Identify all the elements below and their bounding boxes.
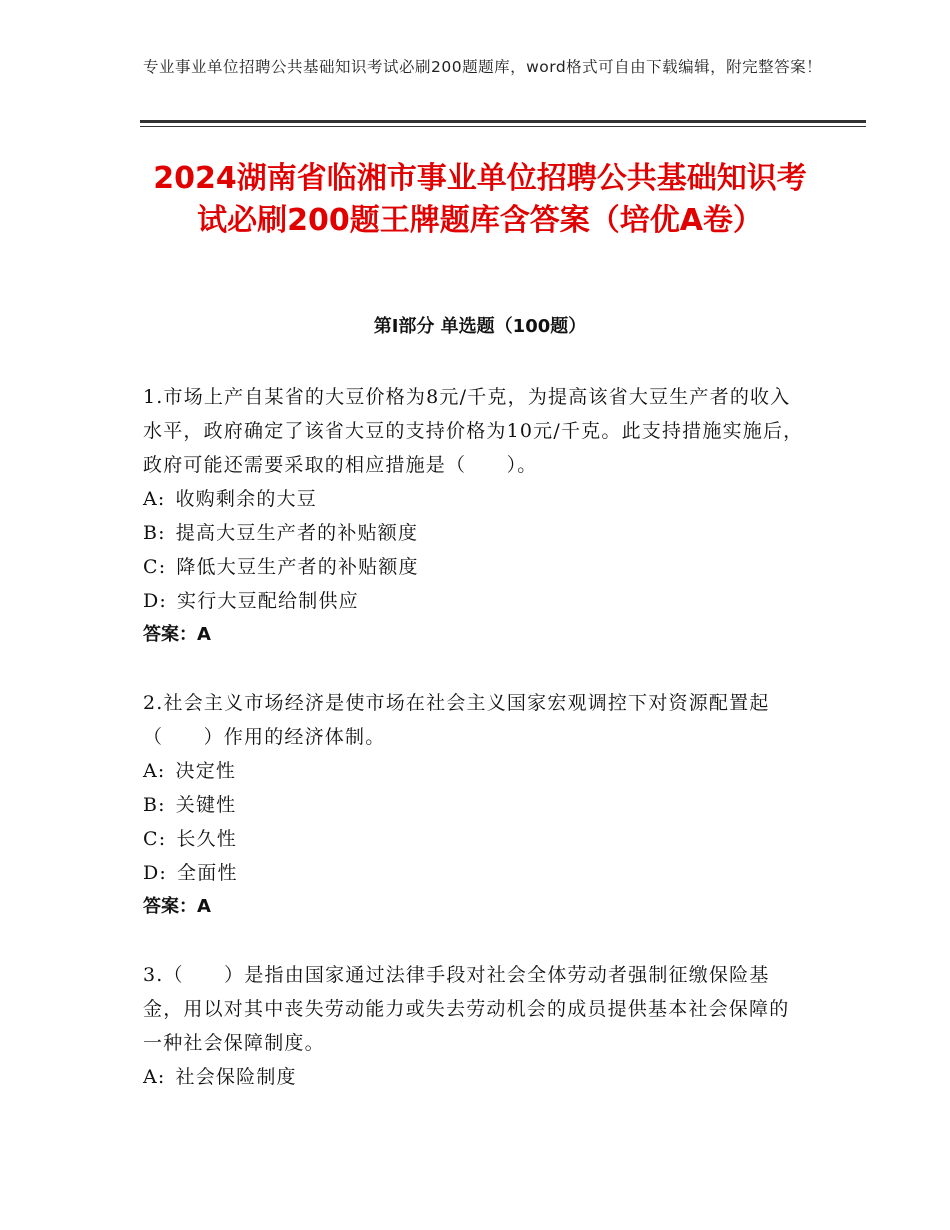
question-3 — [143, 958, 808, 1094]
option-text: 实行大豆配给制供应 — [177, 590, 359, 612]
option-text: 提高大豆生产者的补贴额度 — [175, 522, 419, 544]
option-c — [143, 822, 808, 856]
question-1 — [143, 380, 808, 652]
option-text: 社会保险制度 — [175, 1066, 297, 1088]
option-b — [143, 516, 808, 550]
question-stem: 2.社会主义市场经济是使市场在社会主义国家宏观调控下对资源配置起（ ）作用的经济体制。 — [143, 692, 770, 748]
header-rule-thin — [140, 126, 866, 127]
option-a — [143, 1060, 808, 1094]
header-note: 专业事业单位招聘公共基础知识考试必刷200题题库，word格式可自由下载编辑，附完整答案！ — [143, 58, 823, 76]
option-label: B: — [143, 794, 166, 816]
option-text: 收购剩余的大豆 — [175, 488, 317, 510]
option-label: A: — [143, 760, 166, 782]
option-b — [143, 788, 808, 822]
question-2 — [143, 686, 808, 924]
option-d — [143, 584, 808, 618]
option-text: 全面性 — [177, 862, 238, 884]
option-label: C: — [143, 828, 167, 850]
document-title: 2024湖南省临湘市事业单位招聘公共基础知识考试必刷200题王牌题库含答案（培优A卷） — [153, 161, 807, 238]
answer-line: 答案：A — [143, 896, 211, 917]
question-stem: 1.市场上产自某省的大豆价格为8元/千克，为提高该省大豆生产者的收入水平，政府确定了该省大豆的支持价格为10元/千克。此支持措施实施后，政府可能还需要采取的相应措施是（ ）。 — [143, 386, 804, 476]
option-label: B: — [143, 522, 166, 544]
question-list — [143, 380, 808, 1094]
section-title: 第Ⅰ部分 单选题（100题） — [373, 316, 587, 337]
question-stem: 3.（ ）是指由国家通过法律手段对社会全体劳动者强制征缴保险基金，用以对其中丧失劳动能力或失去劳动机会的成员提供基本社会保障的一种社会保障制度。 — [143, 964, 790, 1054]
option-label: D: — [143, 590, 168, 612]
answer-line: 答案：A — [143, 624, 211, 645]
option-text: 长久性 — [176, 828, 237, 850]
option-text: 降低大豆生产者的补贴额度 — [176, 556, 419, 578]
option-label: D: — [143, 862, 168, 884]
option-text: 决定性 — [175, 760, 237, 782]
option-a — [143, 482, 808, 516]
option-label: A: — [143, 1066, 166, 1088]
option-a — [143, 754, 808, 788]
option-c — [143, 550, 808, 584]
header-rule-thick — [140, 120, 866, 123]
option-d — [143, 856, 808, 890]
option-label: C: — [143, 556, 167, 578]
option-label: A: — [143, 488, 166, 510]
option-text: 关键性 — [175, 794, 237, 816]
